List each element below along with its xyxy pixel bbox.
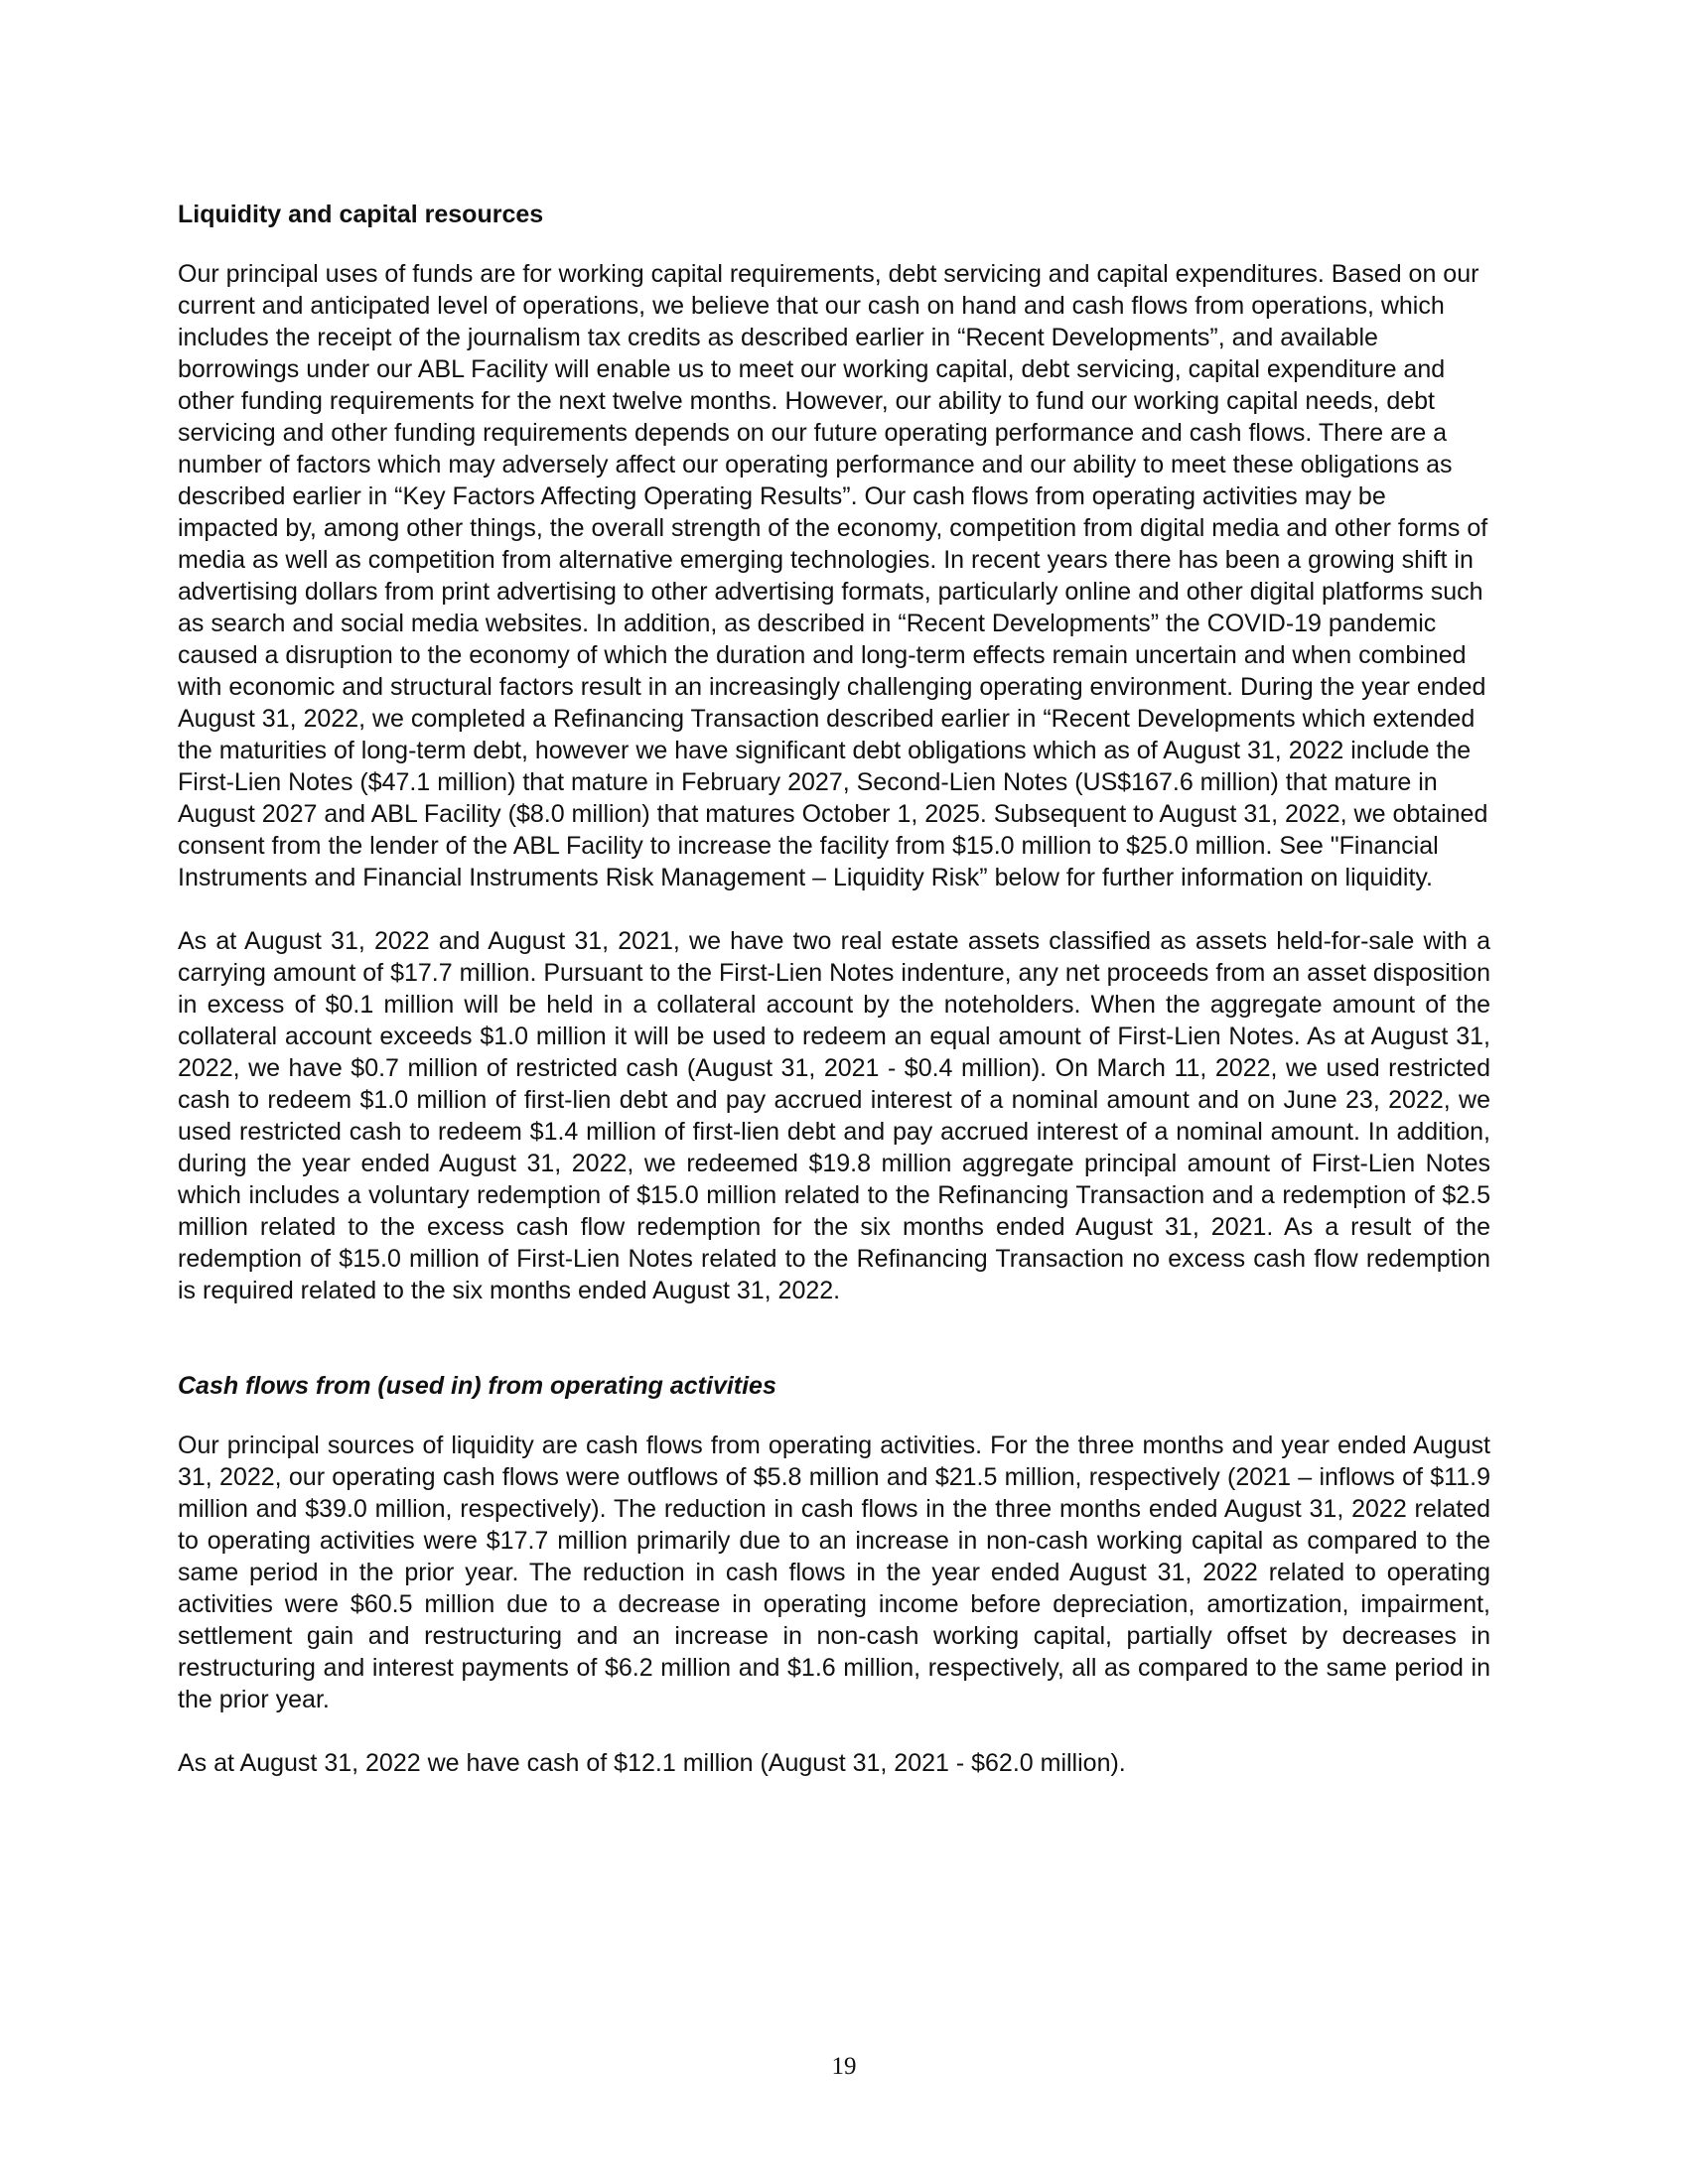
document-page	[178, 199, 1490, 1811]
paragraph-sources-of-liquidity: Our principal sources of liquidity are cash flows from operating activities. For the three months and year ended August 31, 2022, our operating cash flows were outflows of $5.8 million and $21.5 million, respectively (2021 – inflows of $11.9 million and $39.0 million, respectively). The reduction in cash flows in the three months ended August 31, 2022 related to operating activities were $17.7 million primarily due to an increase in non-cash working capital as compared to the same period in the prior year. The reduction in cash flows in the year ended August 31, 2022 related to operating activities were $60.5 million due to a decrease in operating income before depreciation, amortization, impairment, settlement gain and restructuring and an increase in non-cash working capital, partially offset by decreases in restructuring and interest payments of $6.2 million and $1.6 million, respectively, all as compared to the same period in the prior year.	[178, 1432, 1490, 1713]
section-spacer	[178, 1338, 1490, 1370]
paragraph-principal-uses: Our principal uses of funds are for working capital requirements, debt servicing and capital expenditures. Based on our current and anticipated level of operations, we believe that our cash on hand and cash flows from operations, which includes the receipt of the journalism tax credits as described earlier in “Recent Developments”, and available borrowings under our ABL Facility will enable us to meet our working capital, debt servicing, capital expenditure and other funding requirements for the next twelve months. However, our ability to fund our working capital needs, debt servicing and other funding requirements depends on our future operating performance and cash flows. There are a number of factors which may adversely affect our operating performance and our ability to meet these obligations as described earlier in “Key Factors Affecting Operating Results”. Our cash flows from operating activities may be impacted by, among other things, the overall strength of the economy, competition from digital media and other forms of media as well as competition from alternative emerging technologies. In recent years there has been a growing shift in advertising dollars from print advertising to other advertising formats, particularly online and other digital platforms such as search and social media websites. In addition, as described in “Recent Developments” the COVID-19 pandemic caused a disruption to the economy of which the duration and long-term effects remain uncertain and when combined with economic and structural factors result in an increasingly challenging operating environment. During the year ended August 31, 2022, we completed a Refinancing Transaction described earlier in “Recent Developments which extended the maturities of long-term debt, however we have significant debt obligations which as of August 31, 2022 include the First-Lien Notes ($47.1 million) that mature in February 2027, Second-Lien Notes (US$167.6 million) that mature in August 2027 and ABL Facility ($8.0 million) that matures October 1, 2025. Subsequent to August 31, 2022, we obtained consent from the lender of the ABL Facility to increase the facility from $15.0 million to $25.0 million. See "Financial Instruments and Financial Instruments Risk Management – Liquidity Risk” below for further information on liquidity.	[178, 260, 1488, 891]
paragraph-real-estate-assets: As at August 31, 2022 and August 31, 2021, we have two real estate assets classified as assets held-for-sale with a carrying amount of $17.7 million. Pursuant to the First-Lien Notes indenture, any net proceeds from an asset disposition in excess of $0.1 million will be held in a collateral account by the noteholders. When the aggregate amount of the collateral account exceeds $1.0 million it will be used to redeem an equal amount of First-Lien Notes. As at August 31, 2022, we have $0.7 million of restricted cash (August 31, 2021 - $0.4 million). On March 11, 2022, we used restricted cash to redeem $1.0 million of first-lien debt and pay accrued interest of a nominal amount and on June 23, 2022, we used restricted cash to redeem $1.4 million of first-lien debt and pay accrued interest of a nominal amount. In addition, during the year ended August 31, 2022, we redeemed $19.8 million aggregate principal amount of First-Lien Notes which includes a voluntary redemption of $15.0 million related to the Refinancing Transaction and a redemption of $2.5 million related to the excess cash flow redemption for the six months ended August 31, 2021. As a result of the redemption of $15.0 million of First-Lien Notes related to the Refinancing Transaction no excess cash flow redemption is required related to the six months ended August 31, 2022.	[178, 927, 1490, 1304]
section-heading-liquidity: Liquidity and capital resources	[178, 201, 544, 228]
paragraph-cash-balance: As at August 31, 2022 we have cash of $12.1 million (August 31, 2021 - $62.0 million).	[178, 1749, 1126, 1777]
page-number: 19	[831, 2053, 857, 2080]
subsection-heading-operating-cash-flows: Cash flows from (used in) from operating activities	[178, 1372, 776, 1400]
